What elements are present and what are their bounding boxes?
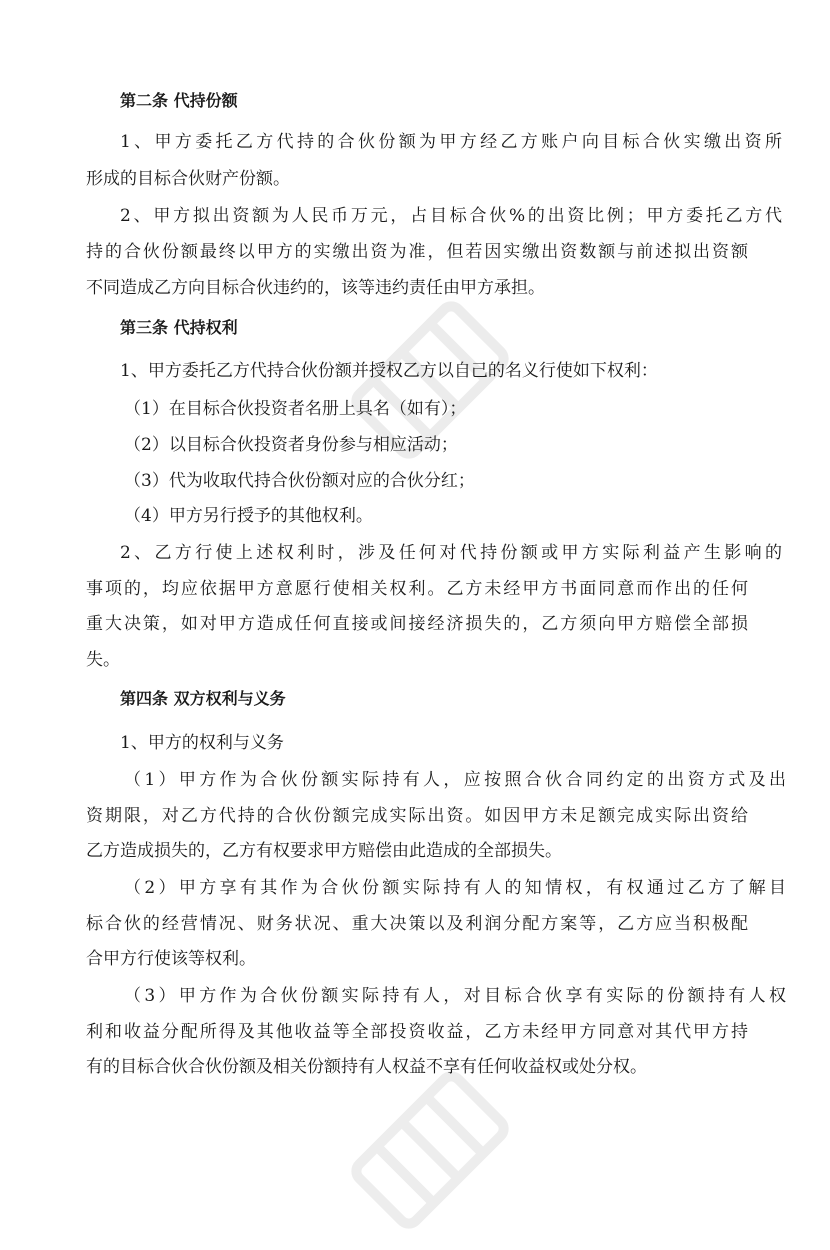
paragraph-line: 持的合伙份额最终以甲方的实缴出资为准，但若因实缴出资数额与前述拟出资额 bbox=[86, 242, 748, 262]
paragraph-line: 标合伙的经营情况、财务状况、重大决策以及利润分配方案等，乙方应当积极配 bbox=[86, 914, 748, 934]
paragraph-line: 事项的，均应依据甲方意愿行使相关权利。乙方未经甲方书面同意而作出的任何 bbox=[86, 579, 748, 599]
paragraph-line: 乙方造成损失的，乙方有权要求甲方赔偿由此造成的全部损失。 bbox=[86, 841, 562, 861]
paragraph-line: 利和收益分配所得及其他收益等全部投资收益，乙方未经甲方同意对其代甲方持 bbox=[86, 1022, 748, 1042]
paragraph-line: 合甲方行使该等权利。 bbox=[86, 949, 256, 969]
paragraph-line: 形成的目标合伙财产份额。 bbox=[86, 169, 290, 189]
list-item: （2）以目标合伙投资者身份参与相应活动； bbox=[124, 435, 458, 455]
paragraph-line: 2、乙方行使上述权利时，涉及任何对代持份额或甲方实际利益产生影响的 bbox=[120, 543, 782, 563]
paragraph-line: （2）甲方享有其作为合伙份额实际持有人的知情权，有权通过乙方了解目 bbox=[124, 878, 786, 898]
section-heading: 第二条 代持份额 bbox=[120, 91, 238, 110]
paragraph-line: （1）甲方作为合伙份额实际持有人，应按照合伙合同约定的出资方式及出 bbox=[124, 770, 786, 790]
section-heading: 第三条 代持权利 bbox=[120, 318, 238, 337]
paragraph-line: （3）甲方作为合伙份额实际持有人，对目标合伙享有实际的份额持有人权 bbox=[124, 986, 786, 1006]
paragraph-line: 1、甲方委托乙方代持的合伙份额为甲方经乙方账户向目标合伙实缴出资所 bbox=[120, 132, 782, 152]
paragraph-line: 不同造成乙方向目标合伙违约的，该等违约责任由甲方承担。 bbox=[86, 278, 545, 298]
section-heading: 第四条 双方权利与义务 bbox=[120, 689, 286, 708]
paragraph-line: 资期限，对乙方代持的合伙份额完成实际出资。如因甲方未足额完成实际出资给 bbox=[86, 806, 748, 826]
paragraph-line: 有的目标合伙合伙份额及相关份额持有人权益不享有任何收益权或处分权。 bbox=[86, 1057, 647, 1077]
list-item: （3）代为收取代持合伙份额对应的合伙分红； bbox=[124, 471, 475, 491]
watermark-logo bbox=[330, 1050, 530, 1250]
list-item: （1）在目标合伙投资者名册上具名（如有）； bbox=[124, 399, 467, 419]
paragraph-line: 重大决策，如对甲方造成任何直接或间接经济损失的，乙方须向甲方赔偿全部损 bbox=[86, 614, 748, 634]
list-item: （4）甲方另行授予的其他权利。 bbox=[124, 506, 373, 526]
paragraph-line: 失。 bbox=[86, 650, 120, 670]
paragraph-line: 2、甲方拟出资额为人民币万元，占目标合伙%的出资比例；甲方委托乙方代 bbox=[120, 206, 782, 226]
subsection-heading: 1、甲方的权利与义务 bbox=[120, 733, 284, 753]
paragraph-line: 1、甲方委托乙方代持合伙份额并授权乙方以自己的名义行使如下权利： bbox=[120, 361, 658, 381]
